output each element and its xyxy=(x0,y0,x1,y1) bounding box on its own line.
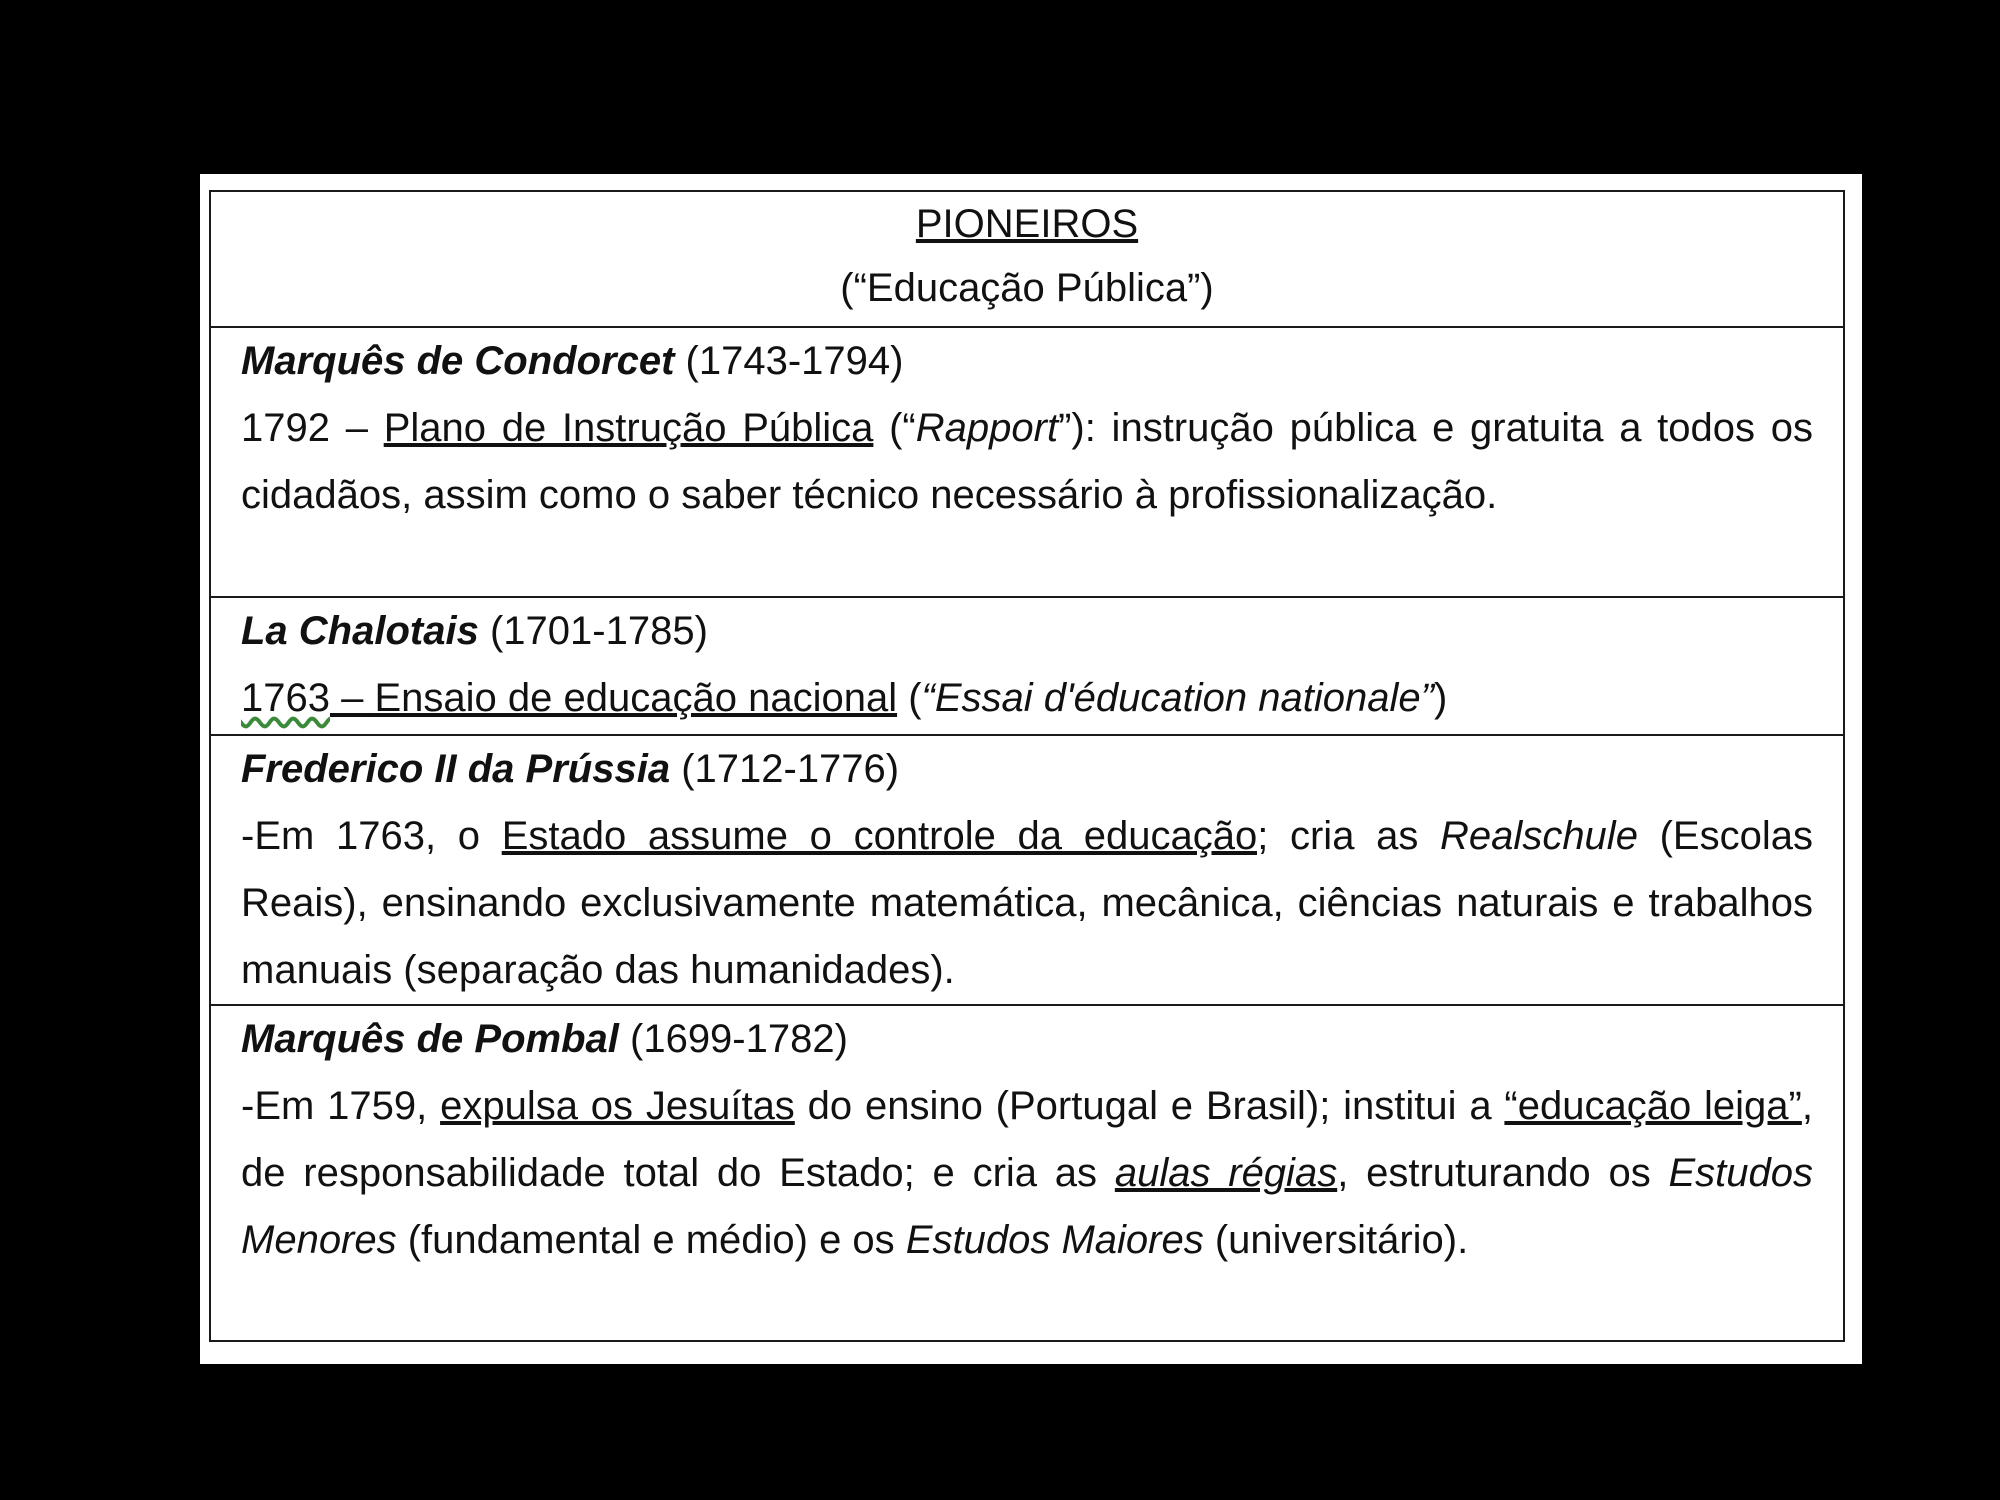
entry-text: -Em 1763, o xyxy=(241,814,502,858)
table-row-frederico xyxy=(210,735,1844,1005)
table-title: PIONEIROS xyxy=(915,202,1139,246)
entry-cell xyxy=(210,327,1844,597)
entry-text: cria as xyxy=(1268,814,1441,858)
entry-cell xyxy=(210,735,1844,1005)
entry-text: -Em 1759, xyxy=(241,1084,441,1128)
entry-cell xyxy=(210,597,1844,735)
pioneer-name: La Chalotais xyxy=(241,609,479,653)
table-subtitle: (“Educação Pública”) xyxy=(840,266,1214,310)
entry-text: (universitário). xyxy=(1203,1218,1469,1262)
entry-cell xyxy=(210,1005,1844,1341)
entry-text: (“ xyxy=(873,406,916,450)
entry-highlight: Ensaio de educação nacional xyxy=(374,676,898,720)
header-row xyxy=(210,191,1844,327)
entry-text: 1792 – xyxy=(241,406,384,450)
entry-year: 1763 xyxy=(241,676,330,720)
entry-italic: Realschule xyxy=(1440,814,1638,858)
entry-italic-highlight: aulas régias xyxy=(1114,1151,1338,1195)
pioneer-dates: (1743-1794) xyxy=(685,339,904,383)
entry-italic: Estudos Maiores xyxy=(905,1218,1204,1262)
entry-text: ) xyxy=(1433,676,1448,720)
entry-highlight: expulsa os Jesuítas xyxy=(440,1084,795,1128)
entry-highlight: Plano de Instrução Pública xyxy=(383,406,874,450)
table-row-pombal xyxy=(210,1005,1844,1341)
header-cell xyxy=(210,191,1844,327)
pioneer-dates: (1712-1776) xyxy=(681,747,900,791)
entry-text: , estruturando os xyxy=(1337,1151,1669,1195)
pioneer-dates: (1699-1782) xyxy=(630,1017,848,1061)
pioneer-dates: (1701-1785) xyxy=(489,609,708,653)
table-row-condorcet xyxy=(210,327,1844,597)
entry-italic: Estudos Menores xyxy=(241,1151,1814,1262)
entry-italic: “Essai d'éducation nationale” xyxy=(921,676,1434,720)
entry-dash: – xyxy=(329,676,375,720)
entry-text: do ensino (Portugal e Brasil); institui a xyxy=(794,1084,1505,1128)
entry-highlight: “educação leiga” xyxy=(1504,1084,1802,1128)
pioneer-name: Marquês de Pombal xyxy=(241,1017,619,1061)
entry-text: ( xyxy=(897,676,922,720)
entry-text: (Escolas Reais), ensinando exclusivamente matemática, mecânica, ciências naturais e trabalhos manuais (separação das humanidades). xyxy=(241,814,1813,992)
entry-italic: Rapport xyxy=(915,406,1059,450)
pioneer-name: Marquês de Condorcet xyxy=(241,339,675,383)
pioneers-table xyxy=(209,190,1845,1342)
entry-text: ”): instrução pública e gratuita a todos os cidadãos, assim como o saber técnico necessário à profissionalização. xyxy=(241,406,1813,517)
table-row-la-chalotais xyxy=(210,597,1844,735)
entry-highlight: Estado assume o controle da educação; xyxy=(501,814,1269,858)
entry-text: , de responsabilidade total do Estado; e cria as xyxy=(241,1084,1813,1195)
pioneer-name: Frederico II da Prússia xyxy=(241,747,671,791)
entry-text: (fundamental e médio) e os xyxy=(396,1218,906,1262)
